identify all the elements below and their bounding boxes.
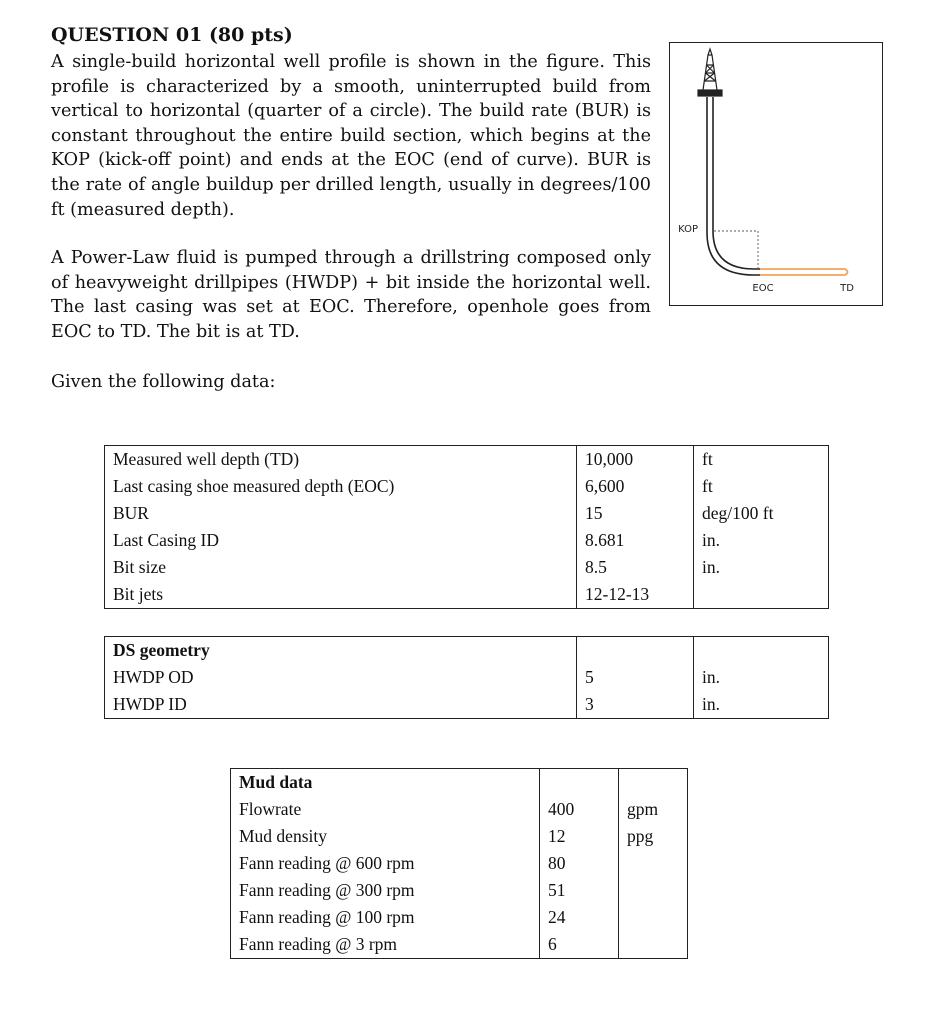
row-value: 80	[540, 850, 619, 877]
row-unit: in.	[694, 527, 829, 554]
row-value: 51	[540, 877, 619, 904]
row-unit	[619, 904, 688, 931]
row-value: 10,000	[577, 446, 694, 474]
table-row	[105, 473, 829, 500]
paragraph-well-profile: A single-build horizontal well profile is shown in the figure. This profile is characterized by a smooth, uninterrupted build from vertical to horizontal (quarter of a circle). The build rate (BUR) is constant throughout the entire build section, which begins at the KOP (kick-off point) and ends at the EOC (end of curve). BUR is the rate of angle buildup per drilled length, usually in degrees/100 ft (measured depth).	[51, 52, 651, 220]
table-row	[105, 554, 829, 581]
kop-reference-line	[714, 231, 758, 269]
row-label: Last casing shoe measured depth (EOC)	[105, 473, 577, 500]
row-value: 15	[577, 500, 694, 527]
kop-label: KOP	[678, 224, 698, 235]
row-label: HWDP ID	[105, 691, 577, 719]
row-value: 5	[577, 664, 694, 691]
row-unit	[619, 931, 688, 959]
row-label: Bit size	[105, 554, 577, 581]
row-value: 24	[540, 904, 619, 931]
row-unit: in.	[694, 664, 829, 691]
well-profile-figure	[669, 42, 883, 306]
row-unit	[619, 850, 688, 877]
table-row	[105, 500, 829, 527]
row-value: 8.5	[577, 554, 694, 581]
table-row	[231, 931, 688, 959]
row-value: 3	[577, 691, 694, 719]
table-row	[105, 581, 829, 609]
row-unit: in.	[694, 691, 829, 719]
casing	[707, 97, 760, 275]
ds-header: DS geometry	[105, 637, 577, 665]
question-title: QUESTION 01 (80 pts)	[51, 24, 293, 46]
mud-header: Mud data	[231, 769, 540, 797]
paragraph-given: Given the following data:	[51, 372, 276, 392]
row-value: 6	[540, 931, 619, 959]
table-row	[231, 796, 688, 823]
row-unit: in.	[694, 554, 829, 581]
row-unit: ppg	[619, 823, 688, 850]
td-label: TD	[840, 283, 854, 294]
row-label: Fann reading @ 600 rpm	[231, 850, 540, 877]
well-data-table	[104, 445, 829, 609]
ds-geometry-table	[104, 636, 829, 719]
eoc-label: EOC	[752, 283, 774, 294]
table-header-row	[231, 769, 688, 797]
row-unit	[619, 877, 688, 904]
row-unit: ft	[694, 473, 829, 500]
row-label: Measured well depth (TD)	[105, 446, 577, 474]
row-unit	[694, 581, 829, 609]
table-row	[231, 850, 688, 877]
row-label: Flowrate	[231, 796, 540, 823]
row-value: 8.681	[577, 527, 694, 554]
row-label: Bit jets	[105, 581, 577, 609]
row-label: BUR	[105, 500, 577, 527]
row-unit: ft	[694, 446, 829, 474]
row-value: 12	[540, 823, 619, 850]
row-label: Fann reading @ 3 rpm	[231, 931, 540, 959]
row-unit: deg/100 ft	[694, 500, 829, 527]
row-label: Mud density	[231, 823, 540, 850]
openhole-section	[760, 269, 848, 275]
table-row	[231, 823, 688, 850]
table-row	[231, 877, 688, 904]
drilling-rig-icon	[698, 49, 722, 96]
row-label: Last Casing ID	[105, 527, 577, 554]
row-unit: gpm	[619, 796, 688, 823]
table-row	[105, 527, 829, 554]
row-value: 12-12-13	[577, 581, 694, 609]
table-row	[231, 904, 688, 931]
mud-data-table	[230, 768, 688, 959]
paragraph-fluid: A Power-Law fluid is pumped through a drillstring composed only of heavyweight drillpipes (HWDP) + bit inside the horizontal well. The last casing was set at EOC. Therefore, openhole goes from EOC to TD. The bit is at TD.	[51, 248, 651, 342]
row-label: HWDP OD	[105, 664, 577, 691]
row-value: 6,600	[577, 473, 694, 500]
row-label: Fann reading @ 100 rpm	[231, 904, 540, 931]
table-row	[105, 691, 829, 719]
row-label: Fann reading @ 300 rpm	[231, 877, 540, 904]
row-value: 400	[540, 796, 619, 823]
table-row	[105, 446, 829, 474]
table-row	[105, 664, 829, 691]
table-header-row	[105, 637, 829, 665]
